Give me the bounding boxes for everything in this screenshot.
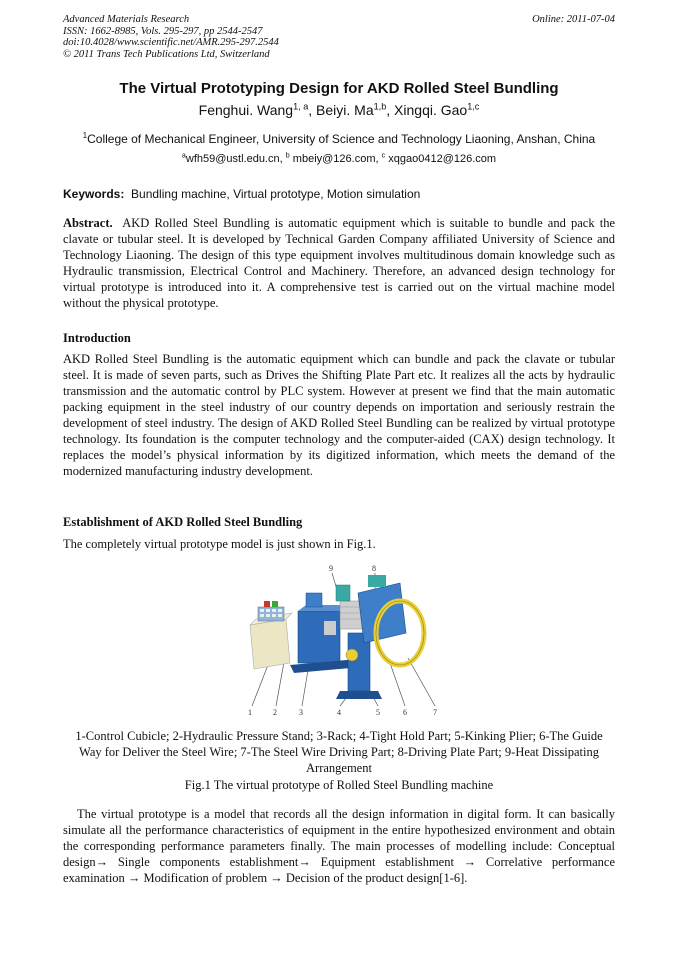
figure-1	[240, 563, 450, 718]
part-label: 6	[403, 708, 407, 717]
part-label: 9	[329, 564, 333, 573]
author-name: Beiyi. Ma	[316, 102, 374, 118]
email-sup: b	[285, 151, 290, 160]
author-name: Xingqi. Gao	[394, 102, 468, 118]
email-link[interactable]: wfh59@ustl.edu.cn	[185, 153, 280, 165]
journal-name: Advanced Materials Research	[63, 14, 190, 25]
control-cubicle-shape	[250, 601, 292, 669]
figure-parts-caption: 1-Control Cubicle; 2-Hydraulic Pressure Stand; 3-Rack; 4-Tight Hold Part; 5-Kinking Plier; 6-The Guide Way for Deliver the Steel Wire; 7-The Steel Wire Driving Part; 8-Driving Plate Part; 9-Heat Dissipating Arrangement	[75, 729, 603, 775]
body-paragraph: The virtual prototype is a model that records all the design information in digital form. It can basically simulate all the performance characteristics of equipment in the entire hypothesized environment and obtain the corresponding performance parameters finally. The main processes of modelling include: Conceptual design→ Single components establishment→ Equipment establishment → Correlative performance examination → Modification of problem → Decision of the product design[1-6].	[63, 807, 615, 885]
issn: ISSN: 1662-8985, Vols. 295-297, pp 2544-2547	[63, 25, 263, 37]
author-name: Fenghui. Wang	[198, 102, 294, 118]
email-sup: c	[381, 151, 386, 160]
abstract-label: Abstract.	[63, 216, 113, 230]
keywords	[63, 187, 420, 201]
section-heading-introduction: Introduction	[63, 331, 131, 345]
part-label: 1	[248, 708, 252, 717]
part-label: 5	[376, 708, 380, 717]
affiliation	[0, 132, 678, 146]
part-label: 7	[433, 708, 437, 717]
machine-illustration	[240, 563, 450, 718]
email-list: $^a$wfh59@ustl.edu.cn, $^b$ mbeiy@126.com, $^c$ xqgao0412@126.com	[181, 151, 497, 165]
part-label: 2	[273, 708, 277, 717]
author-sup: 1,b	[373, 101, 387, 112]
figure-caption: Fig.1 The virtual prototype of Rolled Steel Bundling machine	[184, 778, 494, 792]
email-link[interactable]: mbeiy@126.com	[292, 153, 376, 165]
part-label: 3	[299, 708, 303, 717]
abstract	[63, 215, 615, 311]
introduction-text: AKD Rolled Steel Bundling is the automatic equipment which can bundle and pack the clavate or tubular steel. It is made of seven parts, such as Drives the Shifting Plate Part etc. It realizes all the acts by hydraulic transmission and the automatic control by PLC system. However at present we find that the main automatic packing equipment in the steel industry of our country depends on importation and seriously restrain the development of steel industry. The design of AKD Rolled Steel Bundling can be realized by virtual prototype technology. Its foundation is the computer technology and the computer-aided (CAX) design technology. It replaces the model’s physical information by its digitized information, which meets the demand of the modernized manufacturing industry development.	[63, 352, 615, 478]
abstract-text: AKD Rolled Steel Bundling is automatic equipment which is suitable to bundle and pack the clavate or tubular steel. It is developed by Technical Garden Company affiliated University of Science and Technology Liaoning. The design of this type equipment involves multitudinous domain knowledge such as Hydraulic transmission, Electrical Control and Machinery. Therefore, an advanced design technology for virtual prototype is introduced into it. A comprehensive test is carried out on the virtual machine model without the physical prototype.	[63, 216, 615, 310]
section-heading-establishment: Establishment of AKD Rolled Steel Bundling	[63, 515, 303, 529]
affiliation-sup: 1	[82, 131, 88, 140]
keywords-label: Keywords:	[63, 187, 125, 201]
paper-title: The Virtual Prototyping Design for AKD Rolled Steel Bundling	[119, 80, 559, 97]
establishment-text: The completely virtual prototype model is just shown in Fig.1.	[63, 537, 376, 551]
affiliation-text: College of Mechanical Engineer, University of Science and Technology Liaoning, Anshan, China	[87, 132, 596, 146]
email-link[interactable]: xqgao0412@126.com	[388, 153, 497, 165]
journal-header	[63, 14, 279, 60]
author-sup: 1, a	[293, 101, 309, 112]
author-list: Fenghui. Wang$^{1, a}$, Beiyi. Ma$^{1,b}$, Xingqi. Gao$^{1,c}$	[198, 101, 480, 118]
copyright: © 2011 Trans Tech Publications Ltd, Switzerland	[63, 48, 270, 60]
doi: doi:10.4028/www.scientific.net/AMR.295-297.2544	[63, 37, 279, 48]
email-sup: a	[181, 151, 186, 160]
keywords-text: Bundling machine, Virtual prototype, Motion simulation	[131, 187, 421, 201]
part-label: 4	[337, 708, 341, 717]
author-sup: 1,c	[467, 101, 480, 112]
online-date: Online: 2011-07-04	[532, 14, 615, 25]
part-label: 8	[372, 564, 376, 573]
